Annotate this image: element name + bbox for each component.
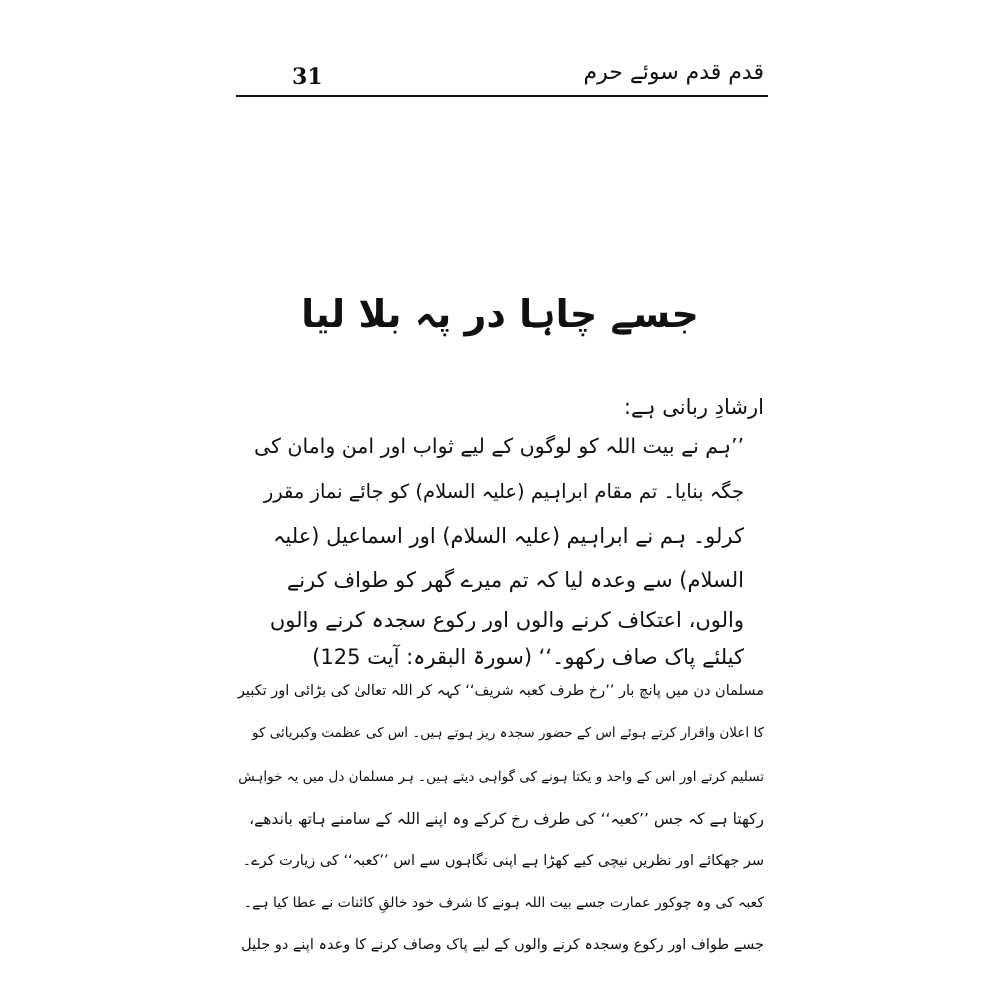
chapter-title: جسے چاہا در پہ بلا لیا	[301, 292, 699, 336]
quote-line: السلام) سے وعدہ لیا کہ تم میرے گھر کو طواف کرنے	[286, 568, 744, 592]
quote-line: ’’ہم نے بیت اللہ کو لوگوں کے لیے ثواب اور امن وامان کی	[254, 434, 744, 458]
quote-line: کیلئے پاک صاف رکھو۔‘‘ (سورۃ البقرہ: آیت 125)	[312, 645, 744, 669]
paragraph-line: کا اعلان واقرار کرتے ہوئے اس کے حضور سجدہ ریز ہوتے ہیں۔ اس کی عظمت وکبریائی کو	[252, 725, 764, 741]
page-number: 31	[292, 64, 323, 90]
paragraph-line: رکھتا ہے کہ جس ’’کعبہ‘‘ کی طرف رخ کرکے وہ اپنے اللہ کے سامنے ہاتھ باندھے،	[249, 810, 764, 828]
paragraph-line: تسلیم کرتے اور اس کے واحد و یکتا ہونے کی گواہی دیتے ہیں۔ ہر مسلمان دل میں یہ خواہش	[238, 769, 764, 785]
quote-line: کرلو۔ ہم نے ابراہیم (علیہ السلام) اور اسماعیل (علیہ	[273, 524, 744, 548]
quote-line: جگہ بنایا۔ تم مقام ابراہیم (علیہ السلام) کو جائے نماز مقرر	[263, 480, 744, 503]
intro-line: ارشادِ ربانی ہے:	[623, 395, 764, 419]
paragraph-line: مسلمان دن میں پانچ بار ’’رخ طرف کعبہ شریف‘‘ کہہ کر اللہ تعالیٰ کی بڑائی اور تکبیر	[237, 683, 764, 699]
running-title: قدم قدم سوئے حرم	[583, 60, 764, 85]
paragraph-line: سر جھکائے اور نظریں نیچی کیے کھڑا ہے اپنی نگاہوں سے اس ’’کعبہ‘‘ کی زیارت کرے۔	[242, 853, 764, 869]
paragraph-line: کعبہ کی وہ چوکور عمارت جسے بیت اللہ ہونے کا شرف خود خالقِ کائنات نے عطا کیا ہے۔	[243, 895, 764, 911]
paragraph-line: جسے طواف اور رکوع وسجدہ کرنے والوں کے لیے پاک وصاف کرنے کا وعدہ اپنے دو جلیل	[241, 937, 764, 953]
quote-line: والوں، اعتکاف کرنے والوں اور رکوع سجدہ کرنے والوں	[269, 608, 744, 632]
